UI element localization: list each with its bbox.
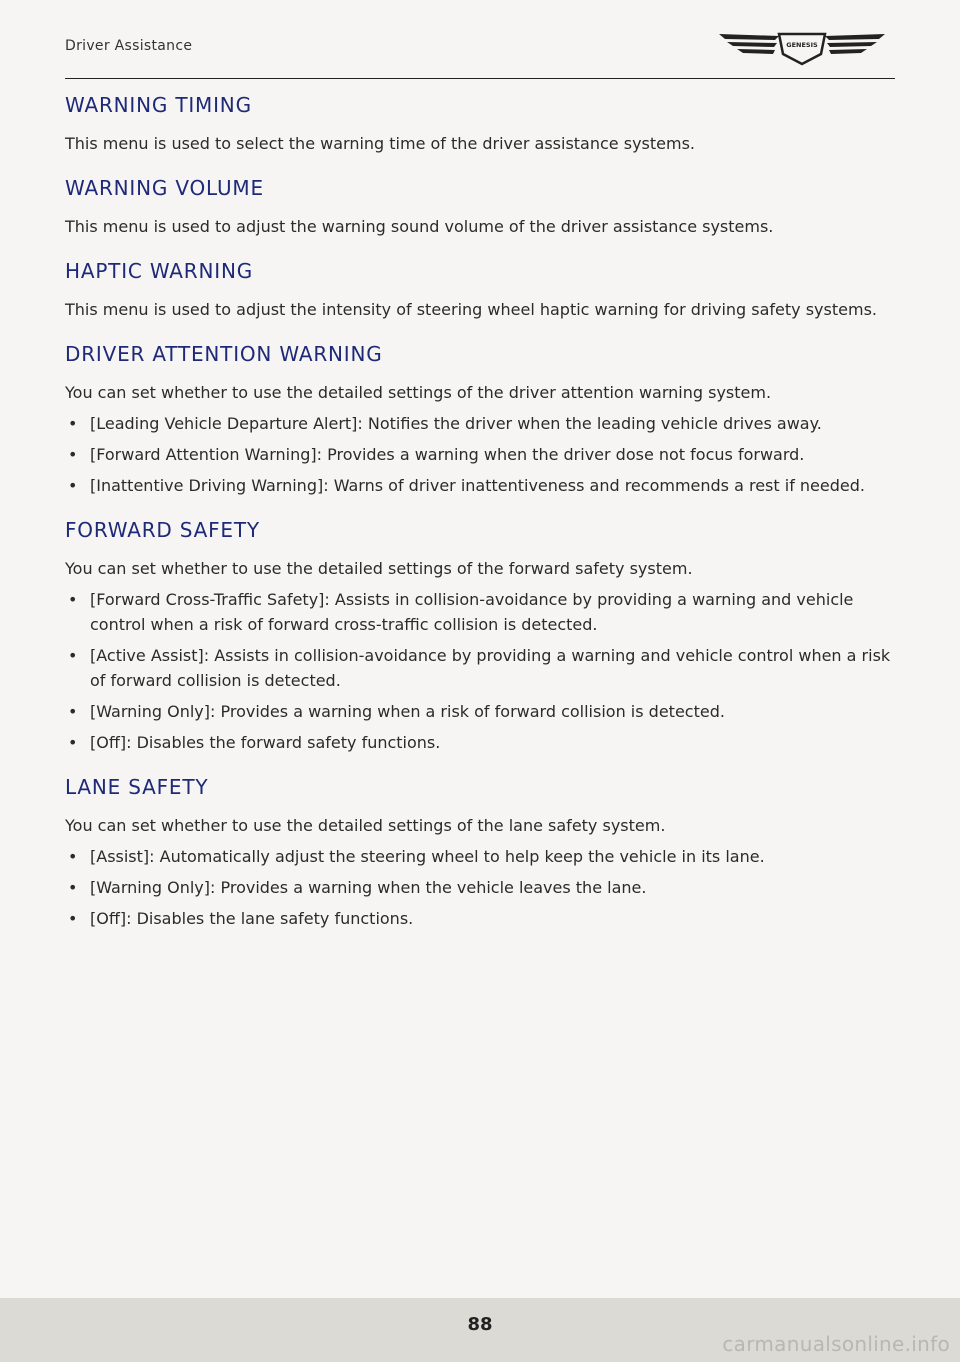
list-item: [65, 844, 895, 869]
main-content: [65, 91, 895, 949]
page-number: 88: [467, 1314, 493, 1335]
section-heading: WARNING VOLUME: [65, 176, 264, 200]
bullet-icon: •: [68, 445, 78, 464]
list-item-text: [Warning Only]: Provides a warning when the vehicle leaves the lane.: [90, 878, 647, 897]
list-item-text: [Assist]: Automatically adjust the steering wheel to help keep the vehicle in its lane.: [90, 847, 765, 866]
section: [65, 773, 895, 931]
bullet-icon: •: [68, 646, 78, 665]
list-item-text: [Off]: Disables the forward safety functions.: [90, 733, 441, 752]
list-item: [65, 587, 895, 637]
bullet-list: [65, 411, 895, 498]
genesis-logo: [717, 28, 887, 68]
bullet-icon: •: [68, 909, 78, 928]
section-heading: LANE SAFETY: [65, 775, 209, 799]
section-paragraph: You can set whether to use the detailed settings of the lane safety system.: [65, 816, 666, 835]
page-header: [65, 0, 895, 79]
section-heading: HAPTIC WARNING: [65, 259, 253, 283]
section-paragraph: You can set whether to use the detailed settings of the forward safety system.: [65, 559, 693, 578]
list-item-text: [Inattentive Driving Warning]: Warns of driver inattentiveness and recommends a rest if needed.: [90, 476, 865, 495]
list-item: [65, 473, 895, 498]
list-item-text: [Forward Attention Warning]: Provides a warning when the driver dose not focus forward.: [90, 445, 805, 464]
svg-text:GENESIS: GENESIS: [786, 41, 818, 49]
watermark: carmanualsonline.info: [722, 1332, 950, 1356]
bullet-icon: •: [68, 590, 78, 609]
section-paragraph: This menu is used to adjust the intensity of steering wheel haptic warning for driving safety systems.: [65, 300, 877, 319]
list-item: [65, 875, 895, 900]
list-item-text: [Off]: Disables the lane safety functions.: [90, 909, 414, 928]
section-heading: WARNING TIMING: [65, 93, 252, 117]
bullet-icon: •: [68, 476, 78, 495]
page-footer: [0, 1298, 960, 1362]
list-item-text: [Leading Vehicle Departure Alert]: Notifies the driver when the leading vehicle drives away.: [90, 414, 822, 433]
bullet-icon: •: [68, 878, 78, 897]
section-heading: FORWARD SAFETY: [65, 518, 260, 542]
list-item-text: [Warning Only]: Provides a warning when a risk of forward collision is detected.: [90, 702, 725, 721]
section: [65, 516, 895, 755]
section: [65, 91, 895, 156]
section-paragraph: You can set whether to use the detailed settings of the driver attention warning system.: [65, 383, 772, 402]
section: [65, 257, 895, 322]
list-item: [65, 643, 895, 693]
section-paragraph: This menu is used to adjust the warning sound volume of the driver assistance systems.: [65, 217, 774, 236]
section-heading: DRIVER ATTENTION WARNING: [65, 342, 383, 366]
list-item-text: [Active Assist]: Assists in collision-avoidance by providing a warning and vehicle control when a risk of forward collision is detected.: [90, 646, 891, 690]
list-item: [65, 730, 895, 755]
bullet-icon: •: [68, 847, 78, 866]
header-title: Driver Assistance: [65, 38, 193, 54]
bullet-icon: •: [68, 733, 78, 752]
list-item: [65, 906, 895, 931]
section: [65, 174, 895, 239]
list-item: [65, 699, 895, 724]
list-item: [65, 411, 895, 436]
bullet-list: [65, 587, 895, 755]
list-item: [65, 442, 895, 467]
section: [65, 340, 895, 498]
bullet-list: [65, 844, 895, 931]
section-paragraph: This menu is used to select the warning time of the driver assistance systems.: [65, 134, 695, 153]
bullet-icon: •: [68, 702, 78, 721]
bullet-icon: •: [68, 414, 78, 433]
list-item-text: [Forward Cross-Traffic Safety]: Assists in collision-avoidance by providing a warning and vehicle control when a risk of forward cross-traffic collision is detected.: [90, 590, 854, 634]
